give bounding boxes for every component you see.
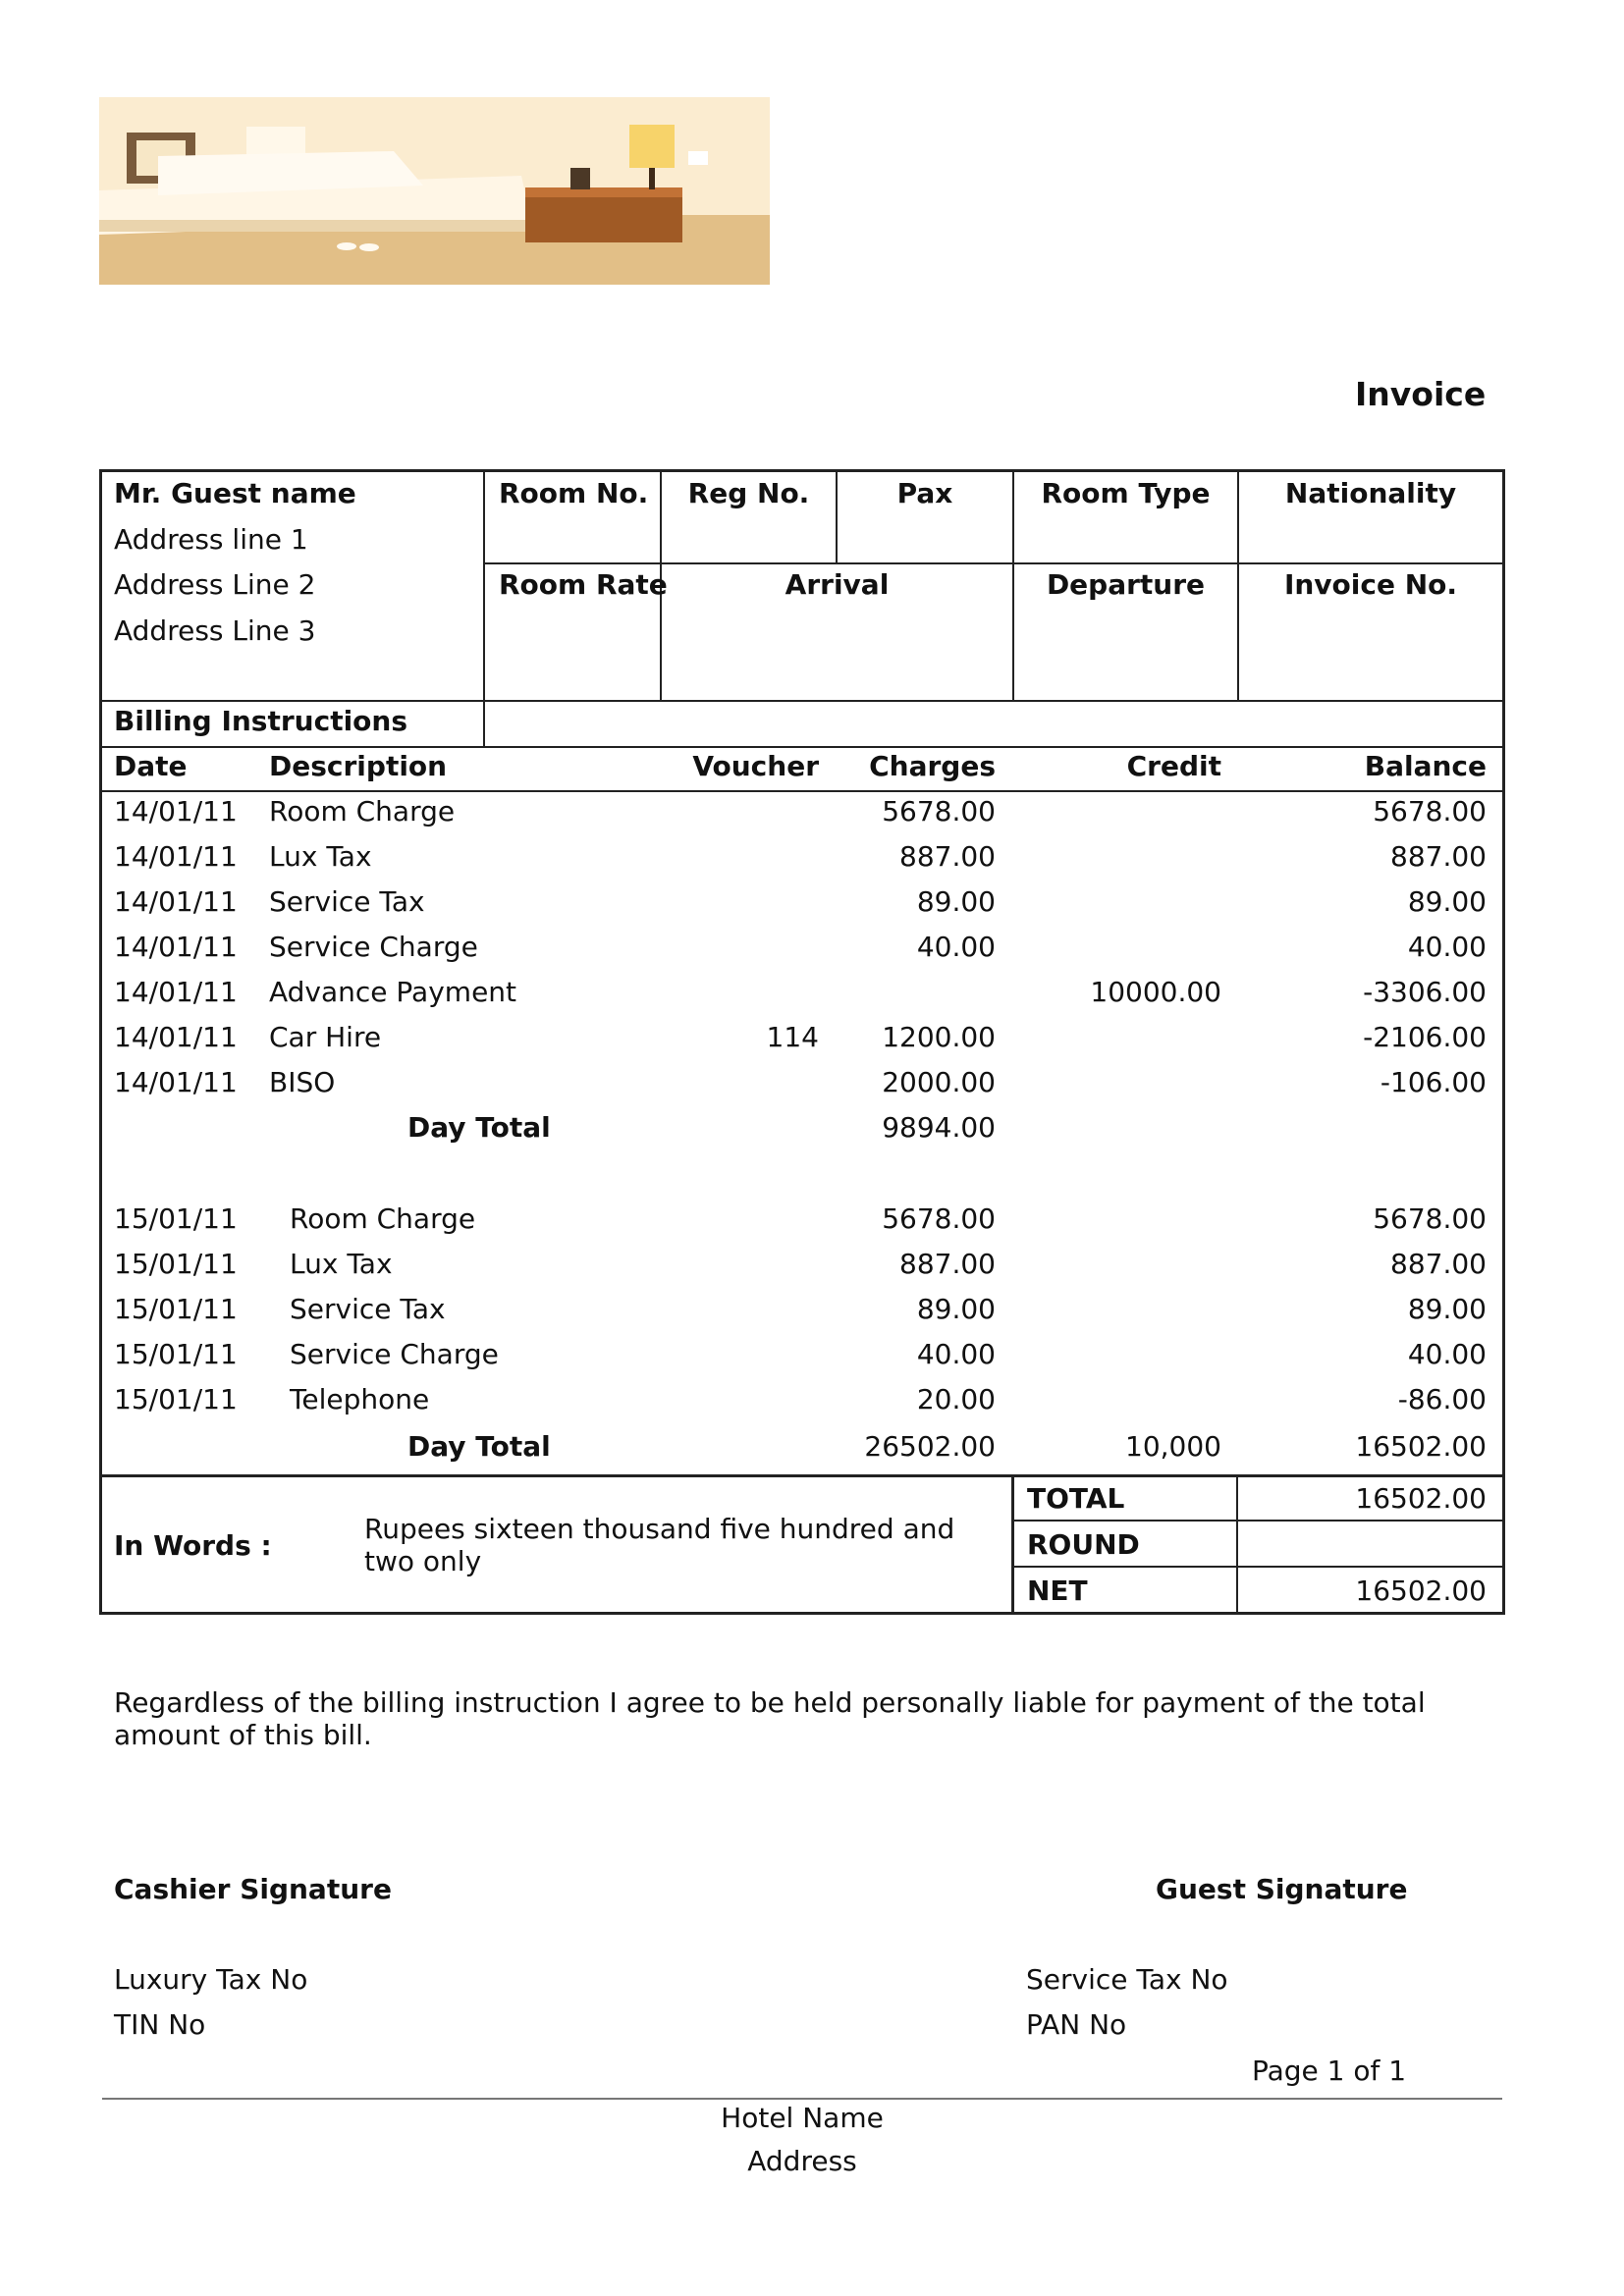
- row-date: 15/01/11: [114, 1293, 238, 1325]
- nationality-label: Nationality: [1284, 477, 1457, 509]
- row-balance: 40.00: [1407, 931, 1487, 963]
- col-charges: Charges: [869, 750, 996, 782]
- row-date: 15/01/11: [114, 1202, 238, 1235]
- row-charges: 887.00: [899, 1248, 996, 1280]
- row-charges: 5678.00: [882, 795, 996, 828]
- day-total-label: Day Total: [407, 1430, 551, 1463]
- day-total-balance: 16502.00: [1355, 1430, 1487, 1463]
- footer-address: Address: [747, 2145, 857, 2177]
- row-charges: 1200.00: [882, 1021, 996, 1053]
- luxury-tax-no-label: Luxury Tax No: [114, 1963, 308, 1996]
- row-description: Room Charge: [269, 795, 456, 828]
- guest-address-line-3: Address Line 3: [114, 614, 316, 647]
- row-date: 14/01/11: [114, 1021, 238, 1053]
- room-type-label: Room Type: [1041, 477, 1211, 509]
- row-balance: 40.00: [1407, 1338, 1487, 1370]
- row-charges: 89.00: [916, 885, 996, 918]
- guest-address-line-1: Address line 1: [114, 523, 308, 556]
- row-charges: 2000.00: [882, 1066, 996, 1098]
- net-label: NET: [1027, 1575, 1088, 1607]
- row-description: Lux Tax: [290, 1248, 393, 1280]
- row-balance: 89.00: [1407, 885, 1487, 918]
- row-date: 14/01/11: [114, 795, 238, 828]
- footer-hotel-name: Hotel Name: [721, 2102, 884, 2134]
- col-date: Date: [114, 750, 188, 782]
- row-balance: 887.00: [1390, 1248, 1487, 1280]
- row-description: Room Charge: [290, 1202, 476, 1235]
- page-number: Page 1 of 1: [1252, 2055, 1407, 2087]
- in-words-value: Rupees sixteen thousand five hundred and two only: [364, 1513, 955, 1577]
- departure-label: Departure: [1046, 568, 1206, 601]
- row-description: Car Hire: [269, 1021, 382, 1053]
- row-description: Telephone: [290, 1383, 430, 1415]
- row-balance: 5678.00: [1373, 795, 1487, 828]
- room-rate-label: Room Rate: [499, 568, 668, 601]
- total-label: TOTAL: [1027, 1482, 1125, 1515]
- billing-instructions-label: Billing Instructions: [114, 705, 408, 737]
- row-description: Advance Payment: [269, 976, 517, 1008]
- row-voucher: 114: [766, 1021, 819, 1053]
- row-balance: 89.00: [1407, 1293, 1487, 1325]
- invoice-no-label: Invoice No.: [1283, 568, 1458, 601]
- guest-signature-label: Guest Signature: [1156, 1873, 1408, 1905]
- cashier-signature-label: Cashier Signature: [114, 1873, 392, 1905]
- service-tax-no-label: Service Tax No: [1026, 1963, 1228, 1996]
- pax-label: Pax: [896, 477, 953, 509]
- day-total-charges: 26502.00: [864, 1430, 996, 1463]
- row-credit: 10000.00: [1090, 976, 1221, 1008]
- day-total-label: Day Total: [407, 1111, 551, 1144]
- net-value: 16502.00: [1355, 1575, 1487, 1607]
- in-words-label: In Words :: [114, 1529, 272, 1562]
- row-description: Service Charge: [290, 1338, 499, 1370]
- reg-no-label: Reg No.: [687, 477, 810, 509]
- row-date: 14/01/11: [114, 931, 238, 963]
- guest-name: Mr. Guest name: [114, 477, 356, 509]
- hotel-room-banner-image: [99, 97, 770, 285]
- total-value: 16502.00: [1355, 1482, 1487, 1515]
- row-date: 15/01/11: [114, 1338, 238, 1370]
- col-balance: Balance: [1364, 750, 1487, 782]
- row-charges: 40.00: [916, 1338, 996, 1370]
- row-balance: 5678.00: [1373, 1202, 1487, 1235]
- footer-divider: [102, 2098, 1502, 2100]
- row-date: 14/01/11: [114, 840, 238, 873]
- invoice-title: Invoice: [1355, 375, 1487, 413]
- row-charges: 5678.00: [882, 1202, 996, 1235]
- tin-no-label: TIN No: [114, 2008, 206, 2041]
- day-total-credit: 10,000: [1125, 1430, 1221, 1463]
- row-date: 14/01/11: [114, 1066, 238, 1098]
- col-credit: Credit: [1126, 750, 1221, 782]
- row-balance: -86.00: [1397, 1383, 1487, 1415]
- guest-address-line-2: Address Line 2: [114, 568, 316, 601]
- row-description: BISO: [269, 1066, 336, 1098]
- col-description: Description: [269, 750, 448, 782]
- row-balance: 887.00: [1390, 840, 1487, 873]
- row-date: 14/01/11: [114, 976, 238, 1008]
- room-no-label: Room No.: [499, 477, 649, 509]
- row-description: Lux Tax: [269, 840, 372, 873]
- row-balance: -2106.00: [1363, 1021, 1487, 1053]
- row-date: 15/01/11: [114, 1383, 238, 1415]
- pan-no-label: PAN No: [1026, 2008, 1127, 2041]
- row-description: Service Tax: [290, 1293, 446, 1325]
- row-date: 15/01/11: [114, 1248, 238, 1280]
- row-charges: 89.00: [916, 1293, 996, 1325]
- row-charges: 20.00: [916, 1383, 996, 1415]
- liability-note: Regardless of the billing instruction I agree to be held personally liable for payment of the total amount of this bill.: [114, 1686, 1426, 1751]
- round-label: ROUND: [1027, 1528, 1140, 1561]
- arrival-label: Arrival: [785, 568, 890, 601]
- row-charges: 40.00: [916, 931, 996, 963]
- day-total-charges: 9894.00: [882, 1111, 996, 1144]
- row-date: 14/01/11: [114, 885, 238, 918]
- row-description: Service Charge: [269, 931, 478, 963]
- row-balance: -3306.00: [1363, 976, 1487, 1008]
- row-charges: 887.00: [899, 840, 996, 873]
- row-description: Service Tax: [269, 885, 425, 918]
- row-balance: -106.00: [1380, 1066, 1487, 1098]
- col-voucher: Voucher: [692, 750, 819, 782]
